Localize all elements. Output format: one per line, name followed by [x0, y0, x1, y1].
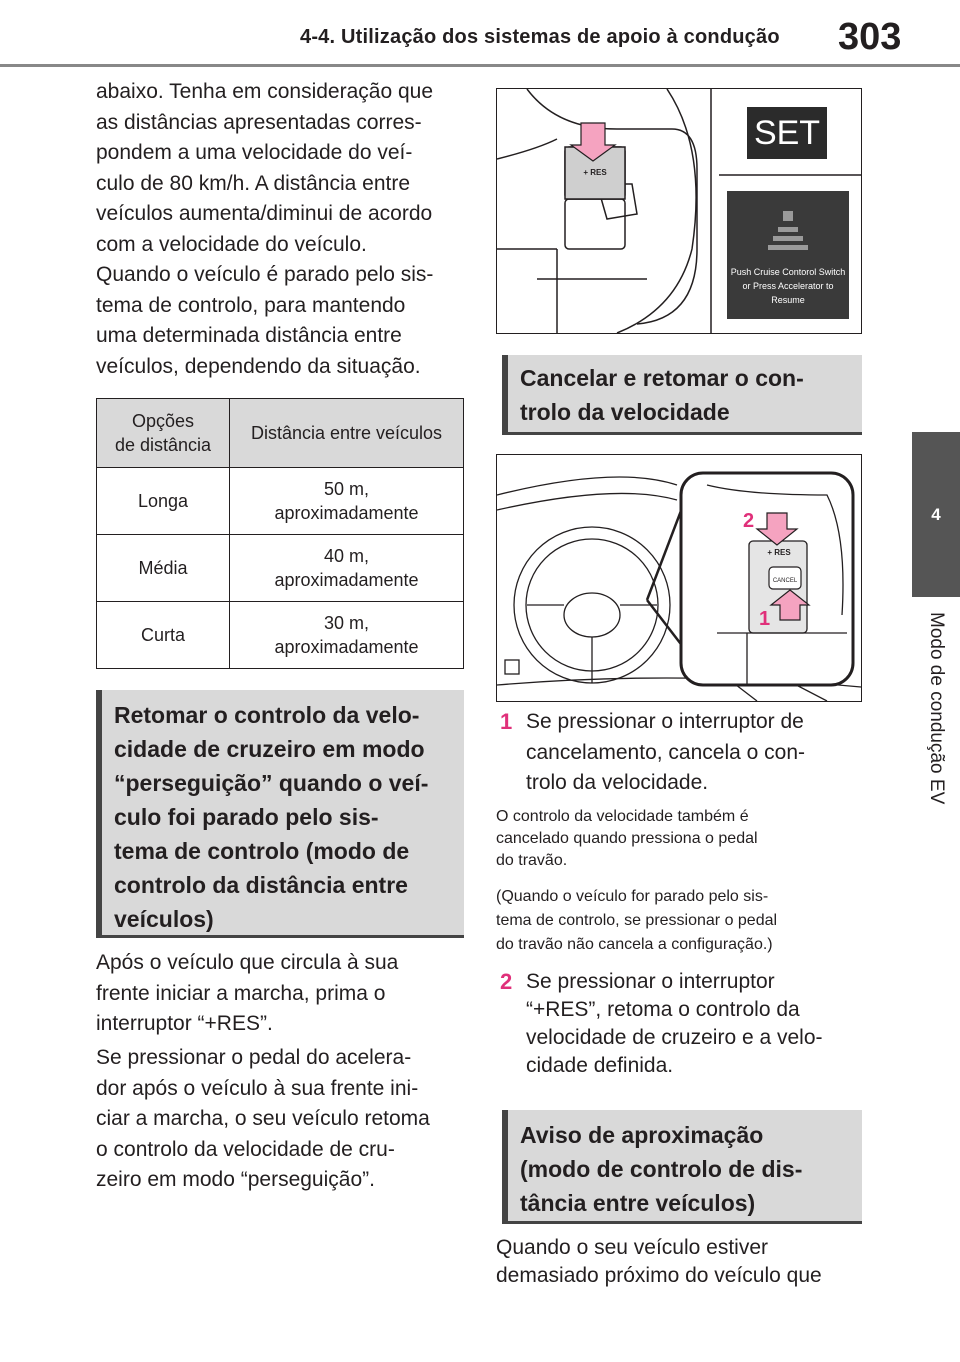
table-cell-option: Longa [97, 468, 230, 535]
figure-steering-switch-set [496, 88, 862, 334]
marker-1: 1 [759, 608, 771, 630]
closing-paragraph: Quando o seu veículo estiver demasiado próximo do veículo que [496, 1236, 822, 1287]
chapter-number: 4 [931, 504, 941, 524]
table-cell-distance: 50 m, aproximadamente [230, 468, 464, 535]
table-row [97, 602, 464, 669]
steering-switch-illustration [497, 89, 861, 333]
step-2: 2 Se pressionar o interruptor “+RES”, retoma o controlo da velocidade de cruzeiro e a velo- cidade definida. [500, 969, 823, 1077]
text-line: veículos, dependendo da situação. [96, 354, 421, 378]
text-line: abaixo. Tenha em consideração que [96, 80, 434, 103]
section-heading-cancel-resume: Cancelar e retomar o con- trolo da velocidade [502, 355, 862, 435]
intro-paragraph [96, 77, 476, 382]
svg-text:Resume: Resume [771, 295, 805, 305]
svg-text:Push Cruise Contorol Switch: Push Cruise Contorol Switch [730, 267, 846, 277]
distance-table [96, 398, 464, 669]
table-cell-option: Média [97, 535, 230, 602]
text-line: uma determinada distância entre [96, 324, 402, 347]
step-1: 1 Se pressionar o interruptor de cancelamento, cancela o con- trolo da velocidade. [500, 709, 805, 794]
table-header-row [97, 399, 464, 468]
cancel-button-label: CANCEL [772, 578, 798, 584]
section-heading-resume-follow: Retomar o controlo da velo- cidade de cruzeiro em modo “perseguição” quando o veí- culo foi parado pelo sis- tema de controlo (modo de controlo da distância entre veículos) [96, 690, 464, 938]
section-heading-approach-warning: Aviso de aproximação (modo de controlo de dis- tância entre veículos) [502, 1110, 862, 1224]
table-header-options: Opções de distância [97, 399, 230, 468]
table-cell-option: Curta [97, 602, 230, 669]
table-header-distance: Distância entre veículos [230, 399, 464, 468]
page-number: 303 [838, 16, 902, 58]
chapter-tab [912, 432, 960, 597]
note-stopped-vehicle: (Quando o veículo for parado pelo sis- tema de controlo, se pressionar o pedal do travão não cancela a configuração.) [496, 888, 778, 953]
figure-cockpit-cancel-res [496, 454, 862, 702]
marker-2: 2 [743, 510, 755, 532]
set-label: SET [753, 114, 821, 152]
table-row [97, 535, 464, 602]
chapter-label: Modo de condução EV [926, 612, 947, 805]
text-line: pondem a uma velocidade do veí- [96, 141, 413, 164]
step-number: 2 [500, 969, 513, 994]
text-line: as distâncias apresentadas corres- [96, 110, 422, 134]
res-button-label: + RES [767, 548, 791, 557]
res-button-label: + RES [583, 168, 607, 177]
text-line: veículos aumenta/diminui de acordo [96, 202, 433, 225]
cockpit-illustration [497, 455, 861, 701]
table-row [97, 468, 464, 535]
header-rule [0, 64, 960, 67]
paragraph-accelerator: Se pressionar o pedal do acelera- dor após o veículo à sua frente ini- ciar a marcha, o seu veículo retoma o controlo da velocidade de cru- zeiro em modo “perseguição”. [96, 1046, 430, 1191]
text-line: com a velocidade do veículo. [96, 232, 367, 256]
note-brake-cancel: O controlo da velocidade também é cancelado quando pressiona o pedal do travão. [496, 808, 758, 869]
text-line: tema de controlo, para mantendo [96, 293, 406, 317]
table-cell-distance: 40 m, aproximadamente [230, 535, 464, 602]
svg-text:or Press Accelerator to: or Press Accelerator to [742, 281, 834, 291]
running-header: 4-4. Utilização dos sistemas de apoio à condução [300, 26, 780, 48]
table-cell-distance: 30 m, aproximadamente [230, 602, 464, 669]
paragraph-resume: Após o veículo que circula à sua frente iniciar a marcha, prima o interruptor “+RES”. [96, 951, 399, 1035]
step-number: 1 [500, 709, 513, 734]
text-line: Quando o veículo é parado pelo sis- [96, 263, 434, 286]
text-line: culo de 80 km/h. A distância entre [96, 171, 411, 195]
